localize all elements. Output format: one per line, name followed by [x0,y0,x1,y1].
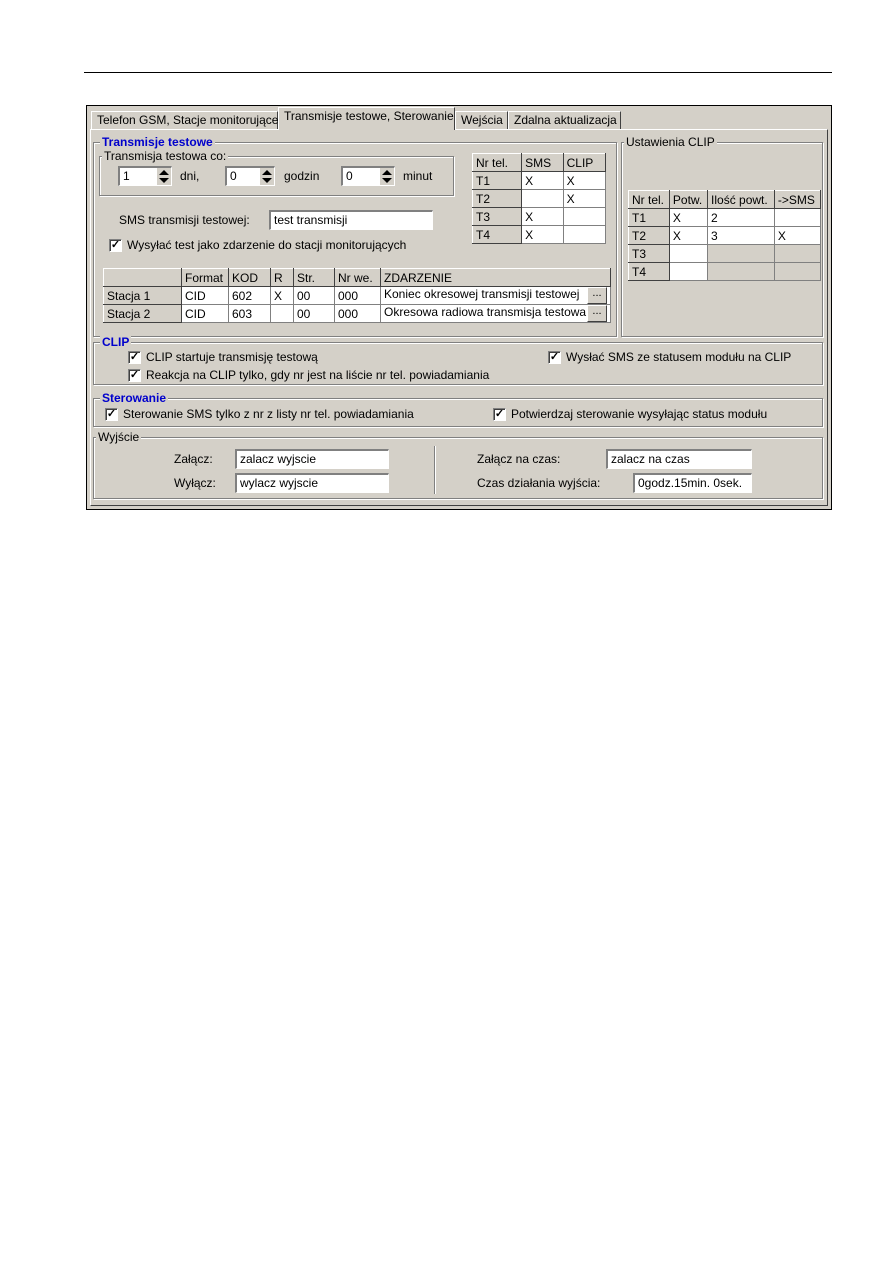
col-header: Nr we. [335,269,381,287]
clip-group [93,335,823,385]
output-group [93,430,823,499]
repeat-count-cell[interactable]: 2 [708,209,775,227]
code-cell[interactable]: 603 [229,305,271,323]
col-header: SMS [522,154,564,172]
sms-cell[interactable]: X [522,226,564,244]
col-header: R [271,269,294,287]
clip-start-label: CLIP startuje transmisję testową [146,350,318,364]
input-number-cell[interactable]: 000 [335,287,381,305]
clip-settings-title: Ustawienia CLIP [626,135,715,149]
clip-react-checkbox[interactable]: ✓ [129,369,140,381]
event-picker-button[interactable]: ... [587,305,607,322]
control-title: Sterowanie [102,391,167,405]
partition-cell[interactable]: 00 [294,305,335,323]
to-sms-cell[interactable] [774,209,820,227]
days-spinner[interactable] [118,166,172,186]
test-transmissions-group [93,135,617,337]
tab-test-transmissions[interactable]: Transmisje testowe, Sterowanie [278,107,455,130]
output-on-input[interactable]: zalacz wyjscie [235,449,389,469]
clip-settings-group [621,135,823,337]
format-cell[interactable]: CID [182,305,229,323]
repeat-count-cell [708,263,775,281]
sms-cell[interactable]: X [522,172,564,190]
sms-test-label: SMS transmisji testowej: [119,213,250,227]
col-header: KOD [229,269,271,287]
output-on-timed-label: Załącz na czas: [477,452,561,466]
control-confirm-checkbox[interactable]: ✓ [494,408,505,420]
event-cell[interactable] [381,287,611,305]
table-row [629,263,821,281]
table-row [629,227,821,245]
page-header-rule [84,72,832,73]
clip-cell[interactable]: X [563,190,605,208]
code-cell[interactable]: 602 [229,287,271,305]
table-row [629,245,821,263]
col-header [104,269,182,287]
table-row [104,287,611,305]
col-header: ZDARZENIE [381,269,611,287]
r-cell[interactable] [271,305,294,323]
days-value: 1 [123,169,130,183]
table-row [473,226,606,244]
event-picker-button[interactable]: ... [587,287,607,304]
format-cell[interactable]: CID [182,287,229,305]
input-number-cell[interactable]: 000 [335,305,381,323]
control-sms-only-label: Sterowanie SMS tylko z nr z listy nr tel. powiadamiania [123,407,414,421]
repeat-count-cell[interactable]: 3 [708,227,775,245]
interval-group-title: Transmisja testowa co: [104,149,227,163]
table-row [104,305,611,323]
clip-send-sms-label: Wysłać SMS ze statusem modułu na CLIP [566,350,792,364]
output-title: Wyjście [98,430,140,444]
col-header: Ilość powt. [708,191,775,209]
event-cell[interactable] [381,305,611,323]
row-header: Stacja 1 [104,287,182,305]
event-text: Koniec okresowej transmisji testowej [384,287,580,301]
row-header: T2 [629,227,670,245]
hours-value: 0 [230,169,237,183]
confirm-cell[interactable]: X [669,209,707,227]
row-header: Stacja 2 [104,305,182,323]
clip-title: CLIP [102,335,130,349]
row-header: T2 [473,190,522,208]
row-header: T3 [629,245,670,263]
col-header: Nr tel. [629,191,670,209]
settings-window [86,105,832,510]
days-label: dni, [180,169,200,183]
hours-label: godzin [284,169,320,183]
sms-cell[interactable]: X [522,208,564,226]
clip-cell[interactable] [563,226,605,244]
col-header: Potw. [669,191,707,209]
confirm-cell[interactable] [669,245,707,263]
r-cell[interactable]: X [271,287,294,305]
to-sms-cell [774,263,820,281]
control-group [93,391,823,427]
output-off-label: Wyłącz: [174,476,216,490]
event-text: Okresowa radiowa transmisja testowa [384,305,587,319]
output-divider [434,446,436,494]
row-header: T3 [473,208,522,226]
to-sms-cell[interactable]: X [774,227,820,245]
send-event-checkbox[interactable]: ✓ [110,239,121,251]
hours-spinner[interactable] [225,166,275,186]
control-confirm-label: Potwierdzaj sterowanie wysyłając status modułu [511,407,768,421]
minutes-spinner[interactable] [341,166,395,186]
row-header: T1 [473,172,522,190]
partition-cell[interactable]: 00 [294,287,335,305]
tab-panel [90,129,828,506]
confirm-cell[interactable]: X [669,227,707,245]
station-table [103,268,611,323]
minutes-value: 0 [346,169,353,183]
clip-cell[interactable]: X [563,172,605,190]
spin-arrows-icon[interactable] [379,168,394,185]
col-header: Nr tel. [473,154,522,172]
interval-group [99,149,454,196]
clip-react-label: Reakcja na CLIP tylko, gdy nr jest na liście nr tel. powiadamiania [146,368,490,382]
control-sms-only-checkbox[interactable]: ✓ [106,408,117,420]
table-row [629,209,821,227]
to-sms-cell [774,245,820,263]
tab-gsm-stations[interactable]: Telefon GSM, Stacje monitorujące [91,111,278,129]
col-header: CLIP [563,154,605,172]
tab-remote-update[interactable]: Zdalna aktualizacja [508,111,621,129]
clip-settings-table [628,190,821,281]
clip-send-sms-checkbox[interactable]: ✓ [549,351,560,363]
table-row [473,208,606,226]
confirm-cell[interactable] [669,263,707,281]
output-on-label: Załącz: [174,452,213,466]
sms-test-input[interactable]: test transmisji [269,210,433,230]
row-header: T4 [473,226,522,244]
sms-cell[interactable] [522,190,564,208]
table-row [473,190,606,208]
col-header: ->SMS [774,191,820,209]
spin-arrows-icon[interactable] [259,168,274,185]
output-off-input[interactable]: wylacz wyjscie [235,473,389,493]
test-transmissions-title: Transmisje testowe [102,135,213,149]
minutes-label: minut [403,169,433,183]
row-header: T4 [629,263,670,281]
clip-cell[interactable] [563,208,605,226]
tab-inputs[interactable]: Wejścia [455,111,508,129]
spin-arrows-icon[interactable] [156,168,171,185]
row-header: T1 [629,209,670,227]
col-header: Str. [294,269,335,287]
output-duration-label: Czas działania wyjścia: [477,476,601,490]
col-header: Format [182,269,229,287]
send-event-label: Wysyłać test jako zdarzenie do stacji monitorujących [127,238,407,252]
output-duration-input[interactable]: 0godz.15min. 0sek. [633,473,752,493]
clip-start-checkbox[interactable]: ✓ [129,351,140,363]
output-on-timed-input[interactable]: zalacz na czas [606,449,752,469]
repeat-count-cell [708,245,775,263]
test-phone-table [472,153,606,244]
table-row [473,172,606,190]
